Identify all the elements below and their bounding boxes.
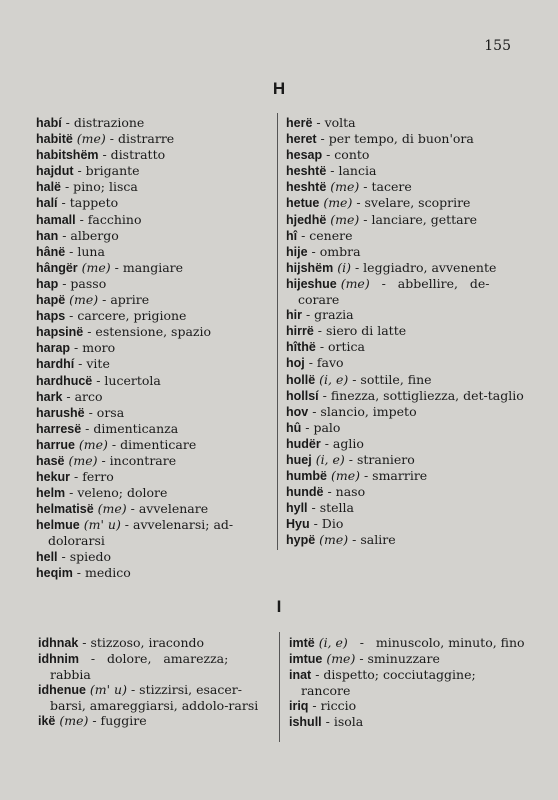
dictionary-entry [36,244,272,260]
dictionary-entry [38,682,270,713]
dictionary-entry [36,373,272,389]
dictionary-entry [289,651,527,667]
entry-translation: - favo [304,355,344,371]
entry-grammar: (me) [330,179,360,195]
dictionary-entry [36,260,272,276]
entry-translation: - fuggire [88,713,147,729]
entry-headword: hîthë [286,340,316,355]
entry-headword: hyll [286,501,308,516]
entry-headword: hû [286,420,302,435]
entry-translation: - distratto [98,147,166,163]
entry-translation: - salire [348,532,396,548]
entry-translation: - per tempo, di buon'ora [316,131,474,147]
entry-headword: hap [36,276,59,291]
entry-headword: hamall [36,212,76,227]
entry-grammar: (me) [68,452,98,468]
entry-headword: hir [286,308,302,323]
entry-headword: heqim [36,565,73,580]
entries-h-left [36,115,272,581]
dictionary-entry [36,276,272,292]
dictionary-entry [289,667,527,698]
entry-translation: - stizzoso, iracondo [78,635,205,650]
entry-translation: - ortica [315,339,366,355]
entry-translation: - palo [301,419,341,435]
dictionary-entry [286,372,524,388]
entry-translation: - smarrire [359,468,428,484]
entry-translation: - isola [321,714,364,730]
dictionary-entry [38,651,270,682]
entry-headword: inat [289,668,312,683]
entry-translation: - luna [65,243,105,259]
entry-headword: iriq [289,699,309,714]
entry-headword: harrue [36,437,75,452]
entry-headword: hasë [36,453,65,468]
entry-grammar: (me) [78,436,108,452]
entry-headword: hekur [36,470,71,485]
entry-translation: - minuscolo, minuto, fino [347,635,525,650]
entry-grammar: (me) [330,468,360,484]
entry-headword: imtue [289,652,323,667]
entry-translation: - Dio [309,516,344,532]
entry-headword: hetue [286,196,320,211]
dictionary-entry [286,532,524,548]
dictionary-entry [36,389,272,405]
entry-translation: - stella [307,500,355,516]
entry-headword: hî [286,228,298,243]
entry-translation: - moro [70,340,116,356]
dictionary-entry [36,453,272,469]
entry-headword: hark [36,389,63,404]
dictionary-entry [286,276,524,307]
entry-translation: - distrarre [105,131,175,147]
dictionary-entry [36,501,272,517]
dictionary-entry [286,163,524,179]
dictionary-entry [36,115,272,131]
dictionary-entry [36,340,272,356]
entry-headword: idhnim [38,652,79,667]
entry-headword: hângër [36,260,78,275]
entry-headword: harresë [36,421,82,436]
dictionary-entry [36,179,272,195]
dictionary-entry [286,452,524,468]
entry-translation: - volta [312,115,356,130]
dictionary-entry [36,292,272,308]
dictionary-entry [286,212,524,228]
entry-translation: - lancia [326,163,377,179]
entry-headword: han [36,228,59,243]
entry-headword: hardhí [36,357,75,372]
entry-grammar: (me) [330,211,360,227]
entry-translation: - avvelenare [126,501,209,517]
dictionary-entry [36,485,272,501]
entry-grammar: (me) [59,713,89,729]
dictionary-entry [36,469,272,485]
entry-translation: - orsa [84,404,125,420]
entry-translation: - sminuzzare [355,651,440,667]
dictionary-entry [286,516,524,532]
entry-translation: - tacere [359,179,412,195]
dictionary-entry [286,179,524,195]
entry-translation: - sottile, fine [348,371,432,387]
dictionary-entry [286,115,524,131]
entry-translation: - stizzirsi, esacer-barsi, amareggiarsi, addolo-rarsi [50,682,259,714]
dictionary-entry [286,195,524,211]
dictionary-entry [286,468,524,484]
dictionary-entry [36,147,272,163]
entry-translation: - medico [72,564,131,580]
entry-grammar: (me) [81,259,111,275]
entry-grammar: (me) [76,131,106,147]
entry-headword: huej [286,452,312,467]
dictionary-entry [36,131,272,147]
entry-translation: - siero di latte [313,323,407,339]
entry-headword: hapsinë [36,325,84,340]
entry-translation: - ombra [307,243,361,259]
entry-headword: hije [286,244,308,259]
section-letter-i: I [276,597,282,616]
entry-translation: - conto [322,147,370,163]
entry-translation: - veleno; dolore [65,485,168,501]
entry-translation: - dispetto; cocciutaggine; rancore [301,667,480,699]
entry-translation: - cenere [297,227,353,243]
entry-headword: helmatisë [36,502,94,517]
section-letter-h: H [272,79,286,98]
entry-headword: hundë [286,485,324,500]
entry-headword: harap [36,341,71,356]
dictionary-entry [286,147,524,163]
entry-headword: habí [36,116,62,130]
entry-translation: - finezza, sottigliezza, det-taglio [318,387,524,403]
dictionary-entry [36,517,272,548]
dictionary-entry [286,484,524,500]
entry-translation: - carcere, prigione [65,308,187,324]
entry-translation: - dolore, amarezza; rabbia [50,651,241,683]
dictionary-entry [286,323,524,339]
entry-translation: - riccio [308,698,357,714]
entry-headword: hesap [286,148,323,163]
entry-headword: heret [286,132,317,147]
entry-grammar: (me) [326,651,356,667]
dictionary-entry [289,635,527,651]
dictionary-entry [36,356,272,372]
entry-translation: - avvelenarsi; ad-dolorarsi [48,517,234,549]
entry-translation: - mangiare [110,259,184,275]
entry-translation: - aprire [98,292,150,308]
entry-headword: hardhucë [36,373,93,388]
dictionary-entry [286,404,524,420]
dictionary-entry [36,549,272,565]
entry-translation: - straniero [344,451,415,467]
entry-translation: - passo [58,275,107,291]
entry-headword: helmue [36,518,80,533]
entry-headword: haps [36,309,66,324]
dictionary-entry [286,355,524,371]
column-divider [279,632,280,742]
entry-translation: - distrazione [61,115,145,130]
dictionary-entry [286,260,524,276]
entry-translation: - spiedo [57,548,112,564]
dictionary-entry [286,436,524,452]
entry-headword: hânë [36,244,66,259]
entry-translation: - tappeto [57,195,119,211]
dictionary-entry [36,195,272,211]
dictionary-entry [36,565,272,581]
dictionary-entry [286,228,524,244]
entry-grammar: (me) [319,532,349,548]
entry-grammar: (i, e) [315,451,345,467]
entry-grammar: (me) [69,292,99,308]
entry-grammar: (me) [97,501,127,517]
dictionary-entry [36,324,272,340]
page-number: 155 [484,38,511,54]
dictionary-entry [286,420,524,436]
entry-translation: - dimenticanza [81,420,179,436]
entry-headword: hypë [286,533,316,548]
entry-translation: - albergo [58,227,119,243]
entry-headword: idhenue [38,683,86,698]
entry-translation: - leggiadro, avvenente [351,259,497,275]
entry-headword: hollë [286,372,316,387]
dictionary-entry [36,228,272,244]
entry-translation: - lanciare, gettare [359,211,478,227]
dictionary-entry [36,421,272,437]
entry-headword: heshtë [286,180,327,195]
entry-headword: hapë [36,293,66,308]
entries-i-right [289,635,527,731]
entry-grammar: (i, e) [318,635,348,650]
entry-headword: hudër [286,436,321,451]
entry-grammar: (me) [340,275,370,291]
entry-translation: - dimenticare [107,436,197,452]
entry-translation: - lucertola [92,372,161,388]
entry-translation: - ferro [70,469,114,485]
entry-headword: ikë [38,714,56,729]
entry-headword: ishull [289,715,322,730]
entry-translation: - grazia [301,307,354,323]
entry-translation: - facchino [75,211,142,227]
entry-headword: halë [36,180,62,195]
entry-headword: hell [36,549,58,564]
entry-grammar: (i, e) [319,371,349,387]
dictionary-entry [286,500,524,516]
entry-translation: - incontrare [97,452,177,468]
entry-translation: - estensione, spazio [83,324,212,340]
entry-headword: hirrë [286,324,314,339]
entry-headword: hov [286,404,309,419]
entry-translation: - pino; lisca [61,179,138,195]
entry-headword: halí [36,196,58,211]
dictionary-entry [289,714,527,730]
entry-headword: hijeshue [286,276,337,291]
dictionary-entry [38,713,270,729]
entry-headword: habitë [36,132,73,147]
dictionary-entry [36,163,272,179]
entry-headword: Hyu [286,517,310,532]
entry-headword: humbë [286,469,327,484]
entry-translation: - svelare, scoprire [352,195,471,211]
dictionary-entry [36,437,272,453]
column-divider [277,113,278,550]
dictionary-entry [36,405,272,421]
entry-grammar: (m' u) [83,517,121,533]
dictionary-entry [286,339,524,355]
entry-headword: imtë [289,636,315,650]
entry-translation: - aglio [320,435,364,451]
entry-headword: herë [286,116,313,130]
dictionary-entry [289,698,527,714]
entry-grammar: (i) [337,259,351,275]
dictionary-entry [36,308,272,324]
entry-headword: habitshëm [36,148,99,163]
dictionary-entry [38,635,270,651]
entry-translation: - vite [74,356,110,372]
entry-headword: heshtë [286,164,327,179]
entry-headword: hjedhë [286,212,327,227]
entry-headword: harushë [36,405,85,420]
entry-headword: idhnak [38,636,79,650]
entries-h-right [286,115,524,549]
dictionary-entry [286,388,524,404]
dictionary-entry [286,244,524,260]
entry-headword: hijshëm [286,260,334,275]
entry-headword: hajdut [36,164,74,179]
entry-translation: - brigante [73,163,140,179]
dictionary-entry [36,212,272,228]
entries-i-left [38,635,270,730]
entry-translation: - slancio, impeto [308,403,417,419]
entry-translation: - arco [62,388,103,404]
entry-headword: hoj [286,356,305,371]
entry-grammar: (me) [323,195,353,211]
entry-headword: hollsí [286,388,319,403]
dictionary-entry [286,131,524,147]
entry-translation: - naso [323,484,366,500]
entry-translation: - abbellire, de-corare [298,275,490,308]
entry-grammar: (m' u) [89,682,127,698]
entry-headword: helm [36,486,66,501]
dictionary-entry [286,307,524,323]
